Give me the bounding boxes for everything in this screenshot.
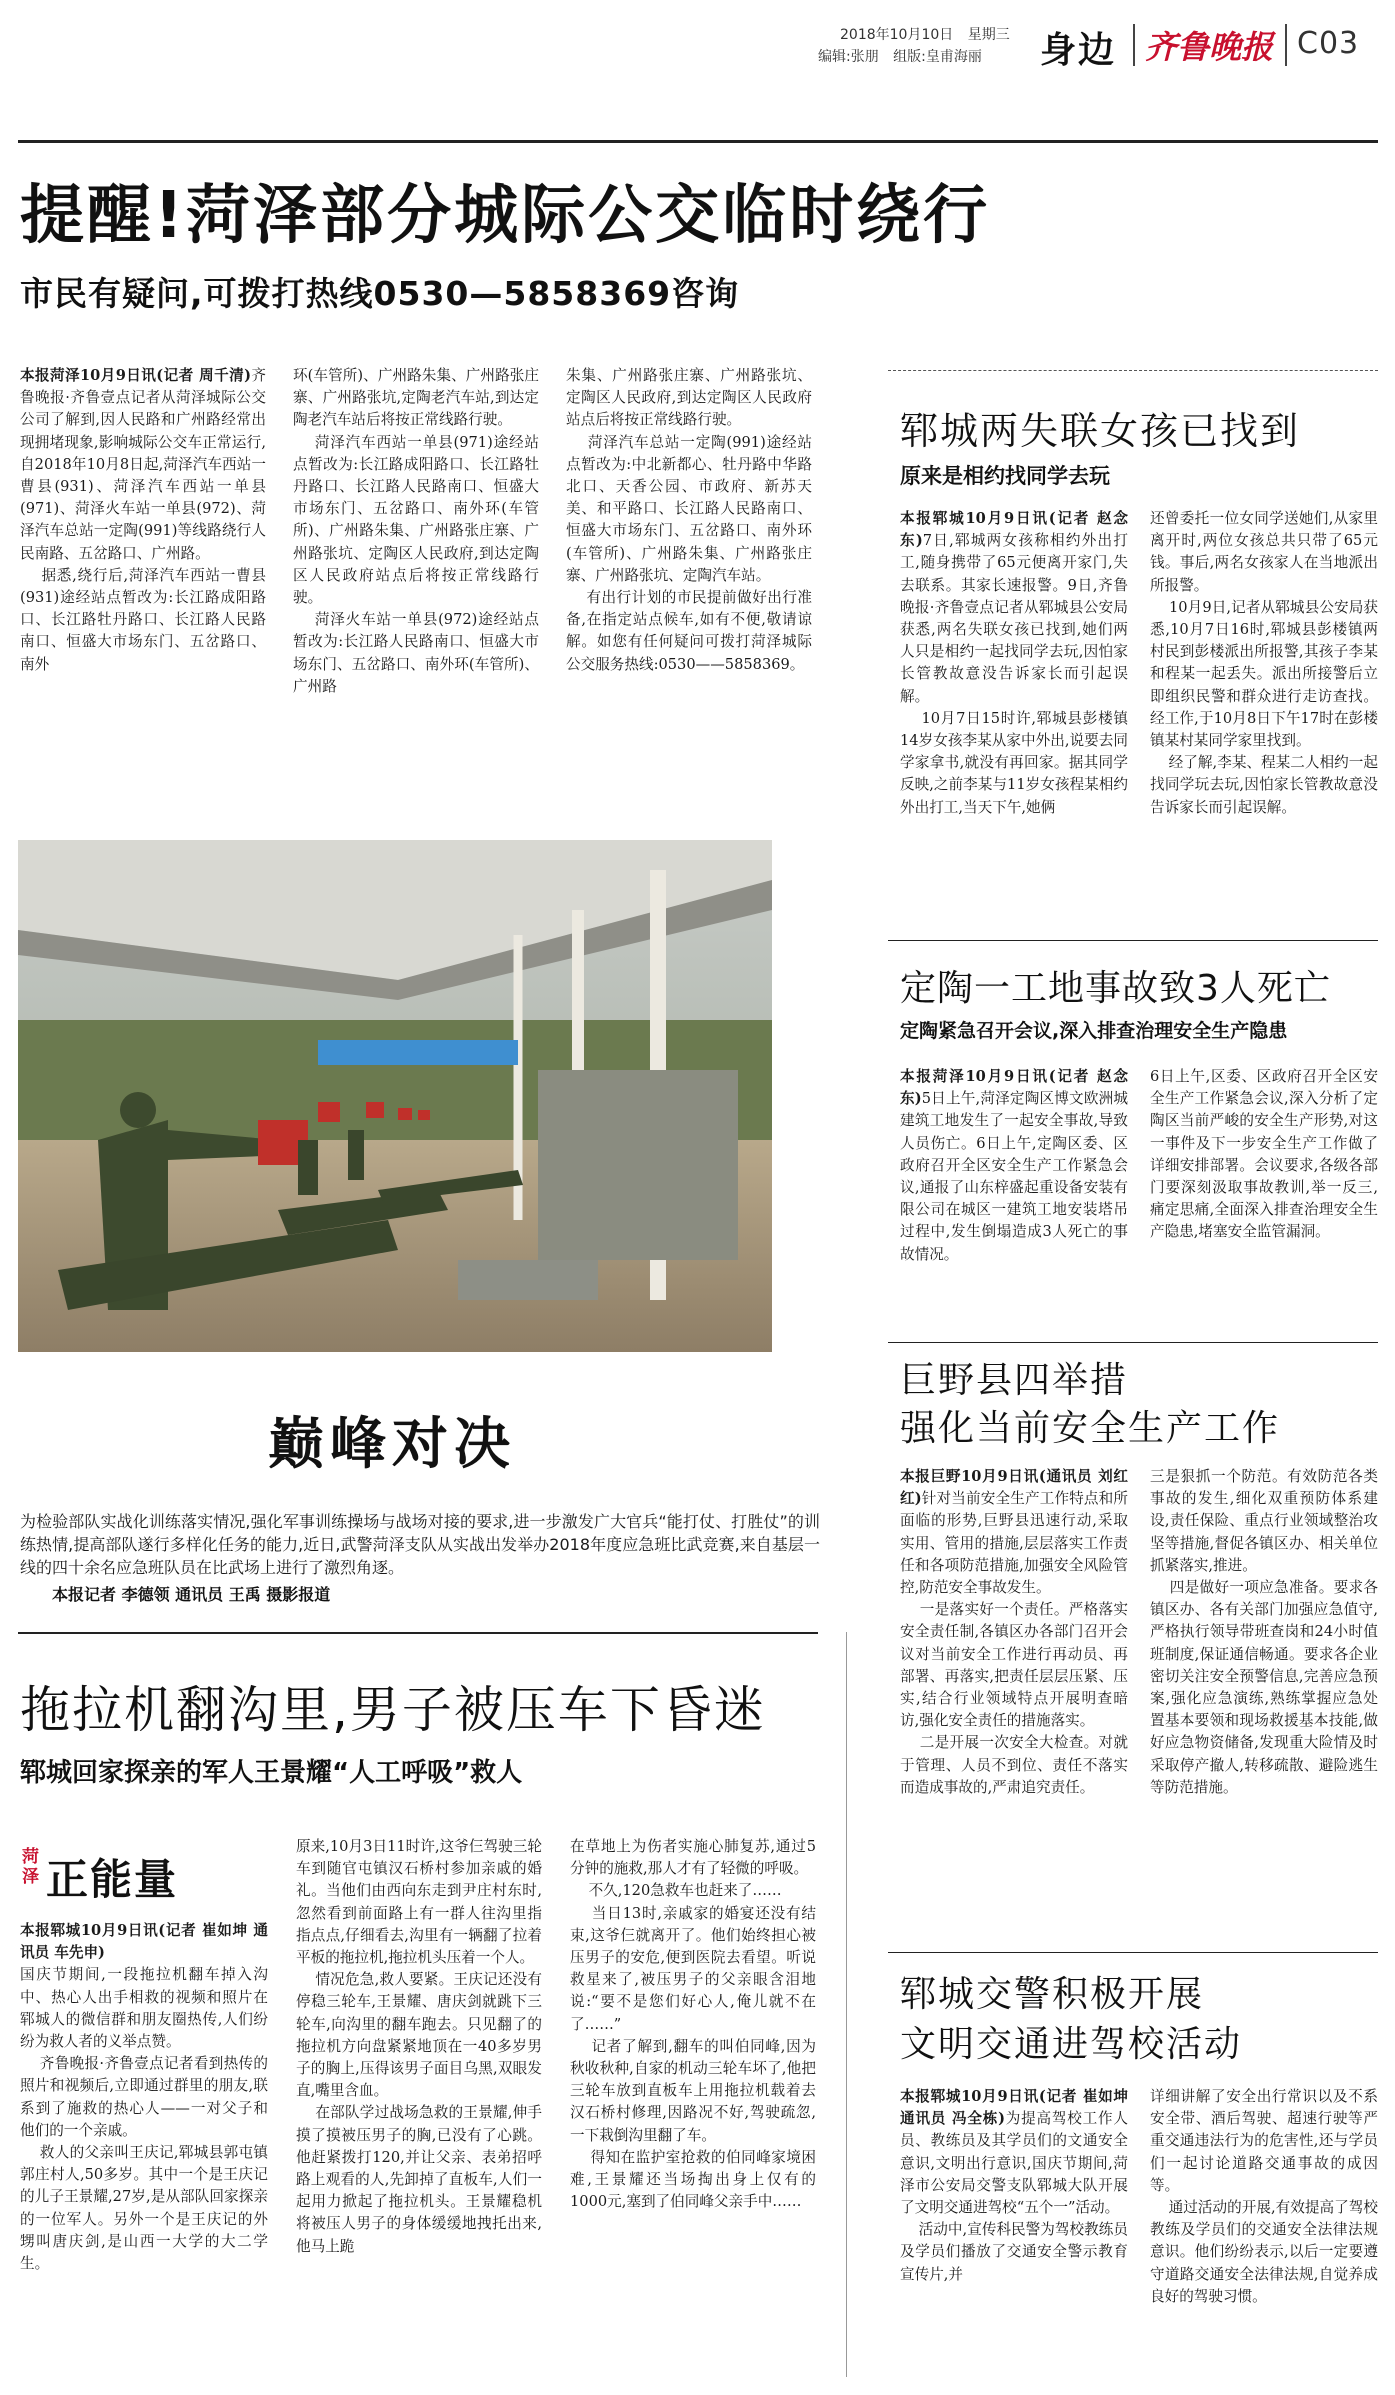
- header-divider: [1133, 24, 1135, 66]
- school-column-1: [900, 2086, 1134, 2376]
- column-separator: [846, 1632, 847, 2377]
- girls-column-2: 还曾委托一位女同学送她们,从家里离开时,两位女孩总共只带了65元钱。事后,两名女孩家人在当地派出所报警。 10月9日,记者从郓城县公安局获悉,10月7日16时,郓城县彭楼镇两村民到彭楼派出所报警,其孩子李某和程某一起丢失。派出所接警后立即组织民警和群众进行走访查找。经工作,于10月8日下午17时在彭楼镇某村某同学家里找到。 经了解,李某、程某二人相约一起找同学玩去玩,因怕家长管教故意没告诉家长而引起误解。: [1150, 510, 1379, 816]
- dingtao-column-1: [900, 1066, 1128, 1336]
- juye-byline: 本报巨野10月9日讯(通讯员 刘红红): [900, 1468, 1128, 1508]
- dingtao-subheadline: 定陶紧急召开会议,深入排查治理安全生产隐患: [900, 1020, 1288, 1042]
- tractor-column-2: 原来,10月3日11时许,这爷仨驾驶三轮车到随官屯镇汉石桥村参加亲戚的婚礼。当他们由西向东走到尹庄村东时,忽然看到前面路上有一群人往沟里指指点点,仔细看去,沟里有一辆翻了拉着平板的拖拉机,拖拉机头压着一个人。 情况危急,救人要紧。王庆记还没有停稳三轮车,王景耀、唐庆剑就跳下三轮车,向沟里的翻车跑去。只见翻了的拖拉机方向盘紧紧地顶在一40多岁男子的胸上,压得该男子面目乌黑,双眼发直,嘴里含血。 在部队学过战场急救的王景耀,伸手摸了摸被压男子的胸,已没有了心跳。他赶紧拨打120,并让父亲、表弟招呼路上观看的人,先卸掉了直板车,人们一起用力掀起了拖拉机头。王景耀稳机将被压人男子的身体缓缓地拽托出来,他马上跪: [296, 1838, 542, 2255]
- dingtao-body-1: 5日上午,菏泽定陶区博文欧洲城建筑工地发生了一起安全事故,导致人员伤亡。6日上午,定陶区委、区政府召开全区安全生产工作紧急会议,通报了山东梓盛起重设备安装有限公司在城区一建筑工地安装塔吊过程中,发生倒塌造成3人死亡的事故情况。: [900, 1090, 1129, 1263]
- tractor-column-3: 在草地上为伤者实施心肺复苏,通过5分钟的施救,那人才有了轻微的呼吸。 不久,120急救车也赶来了…… 当日13时,亲戚家的婚宴还没有结束,这爷仨就离开了。他们始终担心被压男子的安危,便到医院去看望。听说救星来了,被压男子的父亲眼含泪地说:“要不是您们好心人,俺儿就不在了……” 记者了解到,翻车的叫伯同峰,因为秋收秋种,自家的机动三轮车坏了,他把三轮车放到直板车上用拖拉机载着去汉石桥村修理,因路况不好,驾驶疏忽,一下栽倒沟里翻了车。 得知在监护室抢救的伯同峰家境困难,王景耀还当场掏出身上仅有的1000元,塞到了伯同峰父亲手中……: [570, 1838, 817, 2211]
- drill-photo: [18, 840, 772, 1352]
- school-headline-line-1: 郓城交警积极开展: [900, 1974, 1205, 2015]
- tractor-top-rule: [18, 1632, 818, 1634]
- editor-credit: 编辑:张朋: [818, 49, 879, 65]
- juye-column-2: 三是狠抓一个防范。有效防范各类事故的发生,细化双重预防体系建设,责任保险、重点行业领域整治攻坚等措施,督促各镇区办、相关单位抓紧落实,推进。 四是做好一项应急准备。要求各镇区办、各有关部门加强应急值守,严格执行领导带班查岗和24小时值班制度,保证通信畅通。要求各企业密切关注安全预警信息,完善应急预案,强化应急演练,熟练掌握应急处置基本要领和现场救援基本技能,做好应急物资储备,发现重大险情及时采取停产撤人,转移疏散、避险逃生等防范措施。: [1150, 1468, 1378, 1796]
- girls-body-1: 7日,郓城两女孩称相约外出打工,随身携带了65元便离开家门,失去联系。其家长速报警。9日,齐鲁晚报·齐鲁壹点记者从郓城县公安局获悉,两名失联女孩已找到,她们两人只是相约一起找同学去玩,因怕家长管教故意没告诉家长而引起误解。 10月7日15时许,郓城县彭楼镇14岁女孩李某从家中外出,说要去同学家拿书,就没有再回家。据其同学反映,之前李某与11岁女孩程某相约外出打工,当天下午,她俩: [900, 532, 1128, 816]
- page-number: C03: [1297, 26, 1360, 61]
- school-byline: 本报郓城10月9日讯(记者 崔如坤 通讯员 冯全栋): [900, 2088, 1134, 2128]
- tractor-body-1: 国庆节期间,一段拖拉机翻车掉入沟中、热心人出手相救的视频和照片在郓城人的微信群和朋友圈热传,人们纷纷为救人者的义举点赞。 齐鲁晚报·齐鲁壹点记者看到热传的照片和视频后,立即通过群里的朋友,联系到了施救的热心人——一对父子和他们的一个亲戚。 救人的父亲叫王庆记,郓城县郭屯镇郭庄村人,50多岁。其中一个是王庆记的儿子王景耀,27岁,是从部队回家探亲的一位军人。另外一个是王庆记的外甥叫唐庆剑,是山西一大学的大二学生。: [20, 1966, 268, 2273]
- girls-column-1: [900, 508, 1128, 928]
- juye-top-rule: [888, 1342, 1378, 1343]
- dingtao-column-2: 6日上午,区委、区政府召开全区安全生产工作紧急会议,深入分析了定陶区当前严峻的安全生产形势,对这一事件及下一步安全生产工作做了详细安排部署。会议要求,各级各部门要深刻汲取事故教训,举一反三,痛定思痛,全面深入排查治理安全生产隐患,堵塞安全监管漏洞。: [1150, 1068, 1378, 1241]
- school-column-2: 详细讲解了安全出行常识以及不系安全带、酒后驾驶、超速行驶等严重交通违法行为的危害性,还与学员们一起讨论道路交通事故的成因等。 通过活动的开展,有效提高了驾校教练及学员们的交通安全法律法规意识。他们纷纷表示,以后一定要遵守道路交通安全法律法规,自觉养成良好的驾驶习惯。: [1150, 2088, 1379, 2305]
- girls-subheadline: 原来是相约找同学去玩: [900, 464, 1110, 488]
- juye-body-1: 针对当前安全生产工作特点和所面临的形势,巨野县迅速行动,采取实用、管用的措施,层层落实工作责任和各项防范措施,加强安全风险管控,防范安全事故发生。 一是落实好一个责任。严格落实安全责任制,各镇区办各部门召开会议对当前安全工作进行再动员、再部署、再落实,把责任层层压紧、压实,结合行业领域特点开展明查暗访,强化安全责任的措施落实。 二是开展一次安全大检查。对就于管理、人员不到位、责任不落实而造成事故的,严肃追究责任。: [900, 1490, 1128, 1796]
- juye-column-1: [900, 1466, 1128, 1948]
- header-rule: [18, 140, 1378, 143]
- juye-headline-line-2: 强化当前安全生产工作: [900, 1408, 1281, 1449]
- dingtao-byline: 本报菏泽10月9日讯(记者 赵念东): [900, 1068, 1128, 1108]
- lead-column-1: [20, 365, 266, 820]
- badge-region-label: 菏泽: [22, 1847, 39, 1887]
- school-headline-line-2: 文明交通进驾校活动: [900, 2024, 1243, 2065]
- positive-energy-badge: [22, 1843, 272, 1913]
- tractor-byline: 本报郓城10月9日讯(记者 崔如坤 通讯员 车先申): [20, 1922, 268, 1962]
- lead-column-2: 环(车管所)、广州路朱集、广州路张庄寨、广州路张坑,定陶老汽车站,到达定陶老汽车站后将按正常线路行驶。 菏泽汽车西站一单县(971)途经站点暂改为:长江路成阳路口、长江路牡丹路口、长江路人民路南口、恒盛大市场东门、五岔路口、南外环(车管所)、广州路朱集、广州路张庄寨、广州路张坑、定陶区人民政府,到达定陶区人民政府站点后将按正常线路行驶。 菏泽火车站一单县(972)途经站点暂改为:长江路人民路南口、恒盛大市场东门、五岔路口、南外环(车管所)、广州路: [293, 367, 539, 695]
- girls-headline: 郓城两失联女孩已找到: [900, 409, 1301, 453]
- lead-column-3: 朱集、广州路张庄寨、广州路张坑、定陶区人民政府,到达定陶区人民政府站点后将按正常线路行驶。 菏泽汽车总站一定陶(991)途经站点暂改为:中北新都心、牡丹路中华路北口、天香公园、市政府、新苏天美、和平路口、长江路人民路南口、恒盛大市场东门、五岔路口、南外环(车管所)、广州路朱集、广州路张庄寨、广州路张坑、定陶汽车站。 有出行计划的市民提前做好出行准备,在指定站点候车,如有不便,敬请谅解。如您有任何疑问可拨打菏泽城际公交服务热线:0530——5858369。: [566, 367, 812, 673]
- photo-story-credit: 本报记者 李德领 通讯员 王禹 摄影报道: [52, 1585, 331, 1604]
- dingtao-top-rule: [888, 940, 1378, 941]
- issue-date: 2018年10月10日: [840, 27, 954, 43]
- lead-body-1: 齐鲁晚报·齐鲁壹点记者从菏泽城际公交公司了解到,因人民路和广州路经常出现拥堵现象,影响城际公交车正常运行,自2018年10月8日起,菏泽汽车西站一曹县(931)、菏泽汽车西站一单县(971)、菏泽火车站一单县(972)、菏泽汽车总站一定陶(991)等线路绕行人民南路、五岔路口、广州路。 据悉,绕行后,菏泽汽车西站一曹县(931)途经站点暂改为:长江路成阳路口、长江路牡丹路口、长江路人民路南口、恒盛大市场东门、五岔路口、南外: [20, 367, 267, 673]
- issue-weekday: 星期三: [967, 27, 1010, 43]
- layout-credit: 组版:皇甫海丽: [893, 49, 982, 65]
- photo-story-title: 巅峰对决: [268, 1411, 516, 1477]
- page-header: [0, 0, 1395, 140]
- tractor-subheadline: 郓城回家探亲的军人王景耀“人工呼吸”救人: [20, 1758, 523, 1788]
- section-name: 身边: [1040, 30, 1117, 71]
- lead-headline: 提醒!菏泽部分城际公交临时绕行: [20, 179, 991, 253]
- header-divider-2: [1285, 24, 1287, 66]
- photo-story-caption: 为检验部队实战化训练落实情况,强化军事训练操场与战场对接的要求,进一步激发广大官兵“能打仗、打胜仗”的训练热情,提高部队遂行多样化任务的能力,近日,武警菏泽支队从实战出发举办2018年度应急班比武竞赛,来自基层一线的四十余名应急班队员在比武场上进行了激烈角逐。: [20, 1512, 820, 1577]
- dingtao-headline: 定陶一工地事故致3人死亡: [900, 968, 1331, 1009]
- tractor-headline: 拖拉机翻沟里,男子被压车下昏迷: [20, 1681, 766, 1739]
- brand-logo: 齐鲁晚报: [1145, 28, 1274, 66]
- badge-title: 正能量: [46, 1855, 179, 1904]
- lead-subheadline: 市民有疑问,可拨打热线0530—5858369咨询: [20, 274, 740, 313]
- girls-byline: 本报郓城10月9日讯(记者 赵念东): [900, 510, 1128, 550]
- shooting-range-image: [18, 840, 772, 1352]
- school-top-rule: [888, 1952, 1378, 1953]
- juye-headline-line-1: 巨野县四举措: [900, 1360, 1129, 1401]
- school-body-1: 为提高驾校工作人员、教练员及其学员们的文通安全意识,文明出行意识,国庆节期间,菏泽市公安局交警支队郓城大队开展了文明交通进驾校“五个一”活动。 活动中,宣传科民警为驾校教练员及学员们播放了交通安全警示教育宣传片,并: [900, 2110, 1129, 2283]
- tractor-column-1: [20, 1920, 268, 2375]
- lead-byline: 本报菏泽10月9日讯(记者 周千清): [20, 367, 251, 384]
- right-top-rule: [888, 370, 1378, 371]
